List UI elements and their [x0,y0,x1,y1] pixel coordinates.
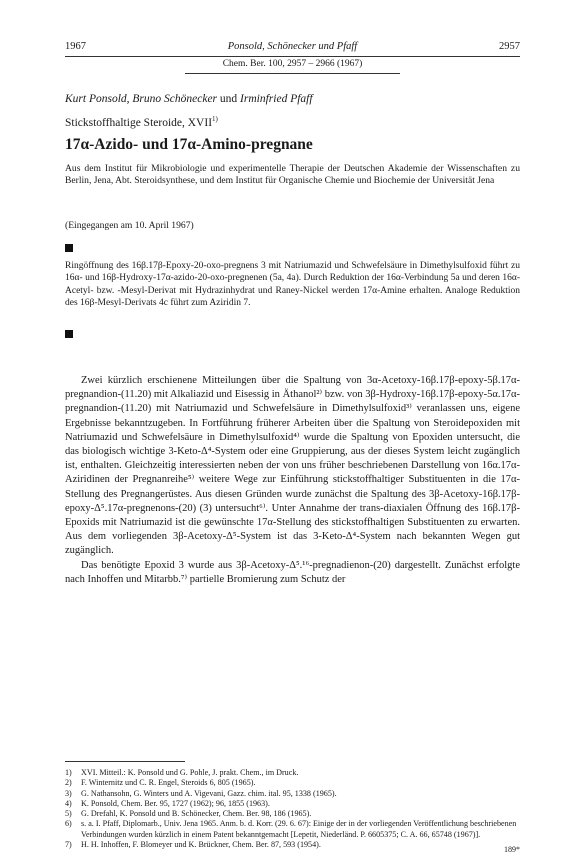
footnote-text: K. Ponsold, Chem. Ber. 95, 1727 (1962); 96, 1855 (1963). [81,798,270,808]
footnote-text: F. Winternitz und C. R. Engel, Steroids 6, 805 (1965). [81,778,256,788]
footnote [65,778,520,788]
abstract-start-marker [65,244,73,252]
footnote-number: 5) [65,809,72,819]
footnote [65,789,520,799]
footnotes [65,768,520,850]
series-ref: 1) [212,115,218,123]
paper-title: 17α-Azido- und 17α-Amino-pregnane [65,136,313,153]
running-header [65,41,520,55]
header-running-title: Ponsold, Schönecker und Pfaff [227,41,358,52]
footnote-number: 3) [65,788,72,798]
footnote [65,809,520,819]
header-rule [65,56,520,57]
citation-rule [185,73,400,74]
footnote-text: G. Nathansohn, G. Winters und A. Vigevani, Gazz. chim. ital. 95, 1338 (1965). [81,788,337,798]
header-page-number: 2957 [499,41,520,52]
footnote [65,799,520,809]
footnote-number: 7) [65,840,72,850]
body-paragraph-2: Das benötigte Epoxid 3 wurde aus 3β-Acetoxy-Δ⁵.¹⁶-pregnadienon-(20) dargestellt. Zunächst erfolgte nach Inhoffen und Mitarbb.⁷⁾ partielle Bromierung zum Schutz der [65,559,520,585]
abstract: Ringöffnung des 16β.17β-Epoxy-20-oxo-pregnens 3 mit Natriumazid und Schwefelsäure in Dimethylsulfoxid führt zu 16α- und 16β-Hydroxy-17α-azido-20-oxo-pregnenen (5a, 4a). Durch Reduktion der 16α-Verbindung 5a und deren 16α-Acetyl- bzw. -Mesyl-Derivat mit Hydrazinhydrat und Raney-Nickel werden 17α-Amine erhalten. Analoge Reduktion des 16β-Mesyl-Derivats 4c führt zum Aziridin 7. [65,261,520,309]
header-year: 1967 [65,41,86,52]
series-title [65,115,218,129]
footnote-number: 4) [65,798,72,808]
author-conjunction: und [219,93,238,105]
footnote-number: 1) [65,768,72,777]
author-names-2: Irminfried Pfaff [240,93,313,105]
signature-mark: 189* [504,845,520,854]
footnote-number: 2) [65,778,72,788]
author-line [65,93,313,105]
body-text [65,374,520,587]
received-date: (Eingegangen am 10. April 1967) [65,220,194,231]
series-text: Stickstoffhaltige Steroide, XVII [65,116,213,129]
footnote-text: XVI. Mitteil.: K. Ponsold und G. Pohle, J. prakt. Chem., im Druck. [81,768,299,777]
affiliation: Aus dem Institut für Mikrobiologie und experimentelle Therapie der Deutschen Akademie der Wissenschaften zu Berlin, Jena, Abt. Steroidsynthese, und dem Institut für Organische Chemie und Biochemie der Universität Jena [65,163,520,187]
footnote [65,819,520,840]
footnote-text: H. H. Inhoffen, F. Blomeyer und K. Brückner, Chem. Ber. 87, 593 (1954). [81,840,321,850]
footnote-text: G. Drefahl, K. Ponsold und B. Schönecker, Chem. Ber. 98, 186 (1965). [81,809,312,819]
body-paragraph-1: Zwei kürzlich erschienene Mitteilungen über die Spaltung von 3α-Acetoxy-16β.17β-epoxy-5β.17α-pregnandion-(11.20) mit Alkaliazid und Eisessig in Äthanol²⁾ bzw. von 3β-Hydroxy-16β.17β-epoxy-5α.17α-pregnandion-(11.20) mit Natriumazid und Schwefelsäure in Dimethylsulfoxid³⁾ veranlassen uns, eigene Ergebnisse bekanntzugeben. In Fortführung früherer Arbeiten über die Spaltung von Steroidepoxiden mit Natriumazid und Schwefelsäure in Dimethylsulfoxid⁴⁾ wurde die Spaltung von Epoxiden untersucht, die das biologisch wichtige 3-Keto-Δ⁴-System oder eine Gruppierung, aus der dieses System leicht zugänglich ist, enthalten. Gleichzeitig interessierten neben der von uns früher beschriebenen Darstellung von 16α.17α-Aziridinen der Pregnanreihe⁵⁾ weitere Wege zur Einführung stickstoffhaltiger Substituenten in die 17α-Stellung des Pregnangerüstes. Aus diesen Gründen wurde zunächst die Spaltung des 3β-Acetoxy-16β.17β-epoxy-Δ⁵.17α-pregnenons-(20) (3) untersucht⁶⁾. Unter Annahme der trans-diaxialen Öffnung des 16β.17β-Epoxids mit Natriumazid ist die gewünschte 17α-Stellung des stickstoffhaltigen Substituenten zu erwarten. Aus dem vorliegenden 3β-Acetoxy-Δ⁵-System ist das 3-Keto-Δ⁴-System nach bekannten Wegen gut zugänglich. [65,375,520,557]
footnote-rule [65,761,185,762]
footnote-text: s. a. I. Pfaff, Diplomarb., Univ. Jena 1965. Anm. b. d. Korr. (29. 6. 67): Einige der in der vorliegenden Veröffentlichung beschriebenen Verbindungen wurden kürzlich in einem Patent bekanntgemacht [Lepetit, Niederländ. P. 6605375; C. A. 66, 65748 (1967)]. [81,819,517,839]
journal-citation: Chem. Ber. 100, 2957 – 2966 (1967) [222,59,363,69]
abstract-end-marker [65,330,73,338]
footnote [65,768,520,778]
footnote-number: 6) [65,819,72,829]
author-names-1: Kurt Ponsold, Bruno Schönecker [65,93,218,105]
footnote [65,840,520,850]
